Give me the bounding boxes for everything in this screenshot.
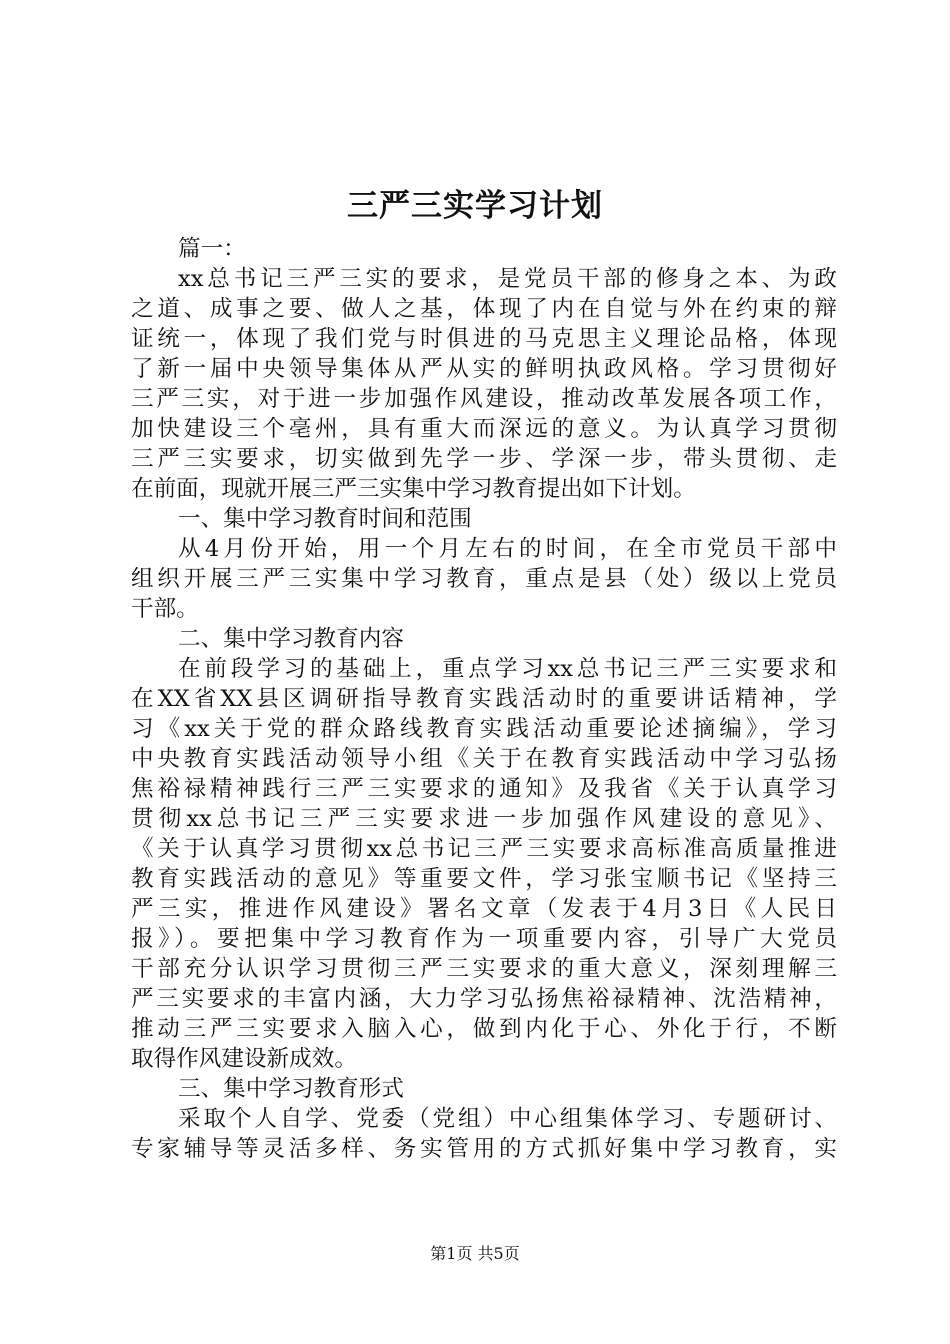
text-line: xx总书记三严三实的要求，是党员干部的修身之本、为政 — [178, 266, 837, 292]
text-line: 严三实要求的丰富内涵，大力学习弘扬焦裕禄精神、沈浩精神， — [131, 986, 837, 1012]
text-line: 习《xx关于党的群众路线教育实践活动重要论述摘编》，学习 — [131, 716, 837, 742]
text-line: 采取个人自学、党委（党组）中心组集体学习、专题研讨、 — [178, 1106, 837, 1132]
text-line: 干部充分认识学习贯彻三严三实要求的重大意义，深刻理解三 — [131, 956, 837, 982]
text-line: 专家辅导等灵活多样、务实管用的方式抓好集中学习教育，实 — [131, 1136, 837, 1162]
section-heading: 二、集中学习教育内容 — [178, 626, 404, 652]
text-line: 教育实践活动的意见》等重要文件，学习张宝顺书记《坚持三 — [131, 866, 837, 892]
text-line: 焦裕禄精神践行三严三实要求的通知》及我省《关于认真学习 — [131, 776, 837, 802]
text-line: 在前面，现就开展三严三实集中学习教育提出如下计划。 — [131, 476, 696, 502]
section-heading: 一、集中学习教育时间和范围 — [178, 506, 472, 532]
text-line: 篇一： — [178, 236, 246, 262]
text-line: 在前段学习的基础上，重点学习xx总书记三严三实要求和 — [178, 656, 837, 682]
text-line: 中央教育实践活动领导小组《关于在教育实践活动中学习弘扬 — [131, 746, 837, 772]
text-line: 三严三实要求，切实做到先学一步、学深一步，带头贯彻、走 — [131, 446, 837, 472]
text-line: 了新一届中央领导集体从严从实的鲜明执政风格。学习贯彻好 — [131, 356, 837, 382]
page-footer: 第1页 共5页 — [430, 1244, 520, 1263]
document-body — [131, 234, 837, 1164]
document-title: 三严三实学习计划 — [347, 188, 603, 224]
text-line: 加快建设三个亳州，具有重大而深远的意义。为认真学习贯彻 — [131, 416, 837, 442]
text-line: 从4月份开始，用一个月左右的时间，在全市党员干部中 — [178, 536, 837, 562]
section-heading: 三、集中学习教育形式 — [178, 1076, 404, 1102]
text-line: 干部。 — [131, 596, 199, 622]
text-line: 贯彻xx总书记三严三实要求进一步加强作风建设的意见》、 — [131, 806, 837, 832]
text-line: 三严三实，对于进一步加强作风建设，推动改革发展各项工作， — [131, 386, 837, 412]
text-line: 组织开展三严三实集中学习教育，重点是县（处）级以上党员 — [131, 566, 837, 592]
text-line: 取得作风建设新成效。 — [131, 1046, 357, 1072]
text-line: 报》）。要把集中学习教育作为一项重要内容，引导广大党员 — [131, 926, 837, 952]
text-line: 之道、成事之要、做人之基，体现了内在自觉与外在约束的辩 — [131, 296, 837, 322]
text-line: 证统一，体现了我们党与时俱进的马克思主义理论品格，体现 — [131, 326, 837, 352]
text-line: 《关于认真学习贯彻xx总书记三严三实要求高标准高质量推进 — [131, 836, 837, 862]
text-line: 在XX省XX县区调研指导教育实践活动时的重要讲话精神，学 — [131, 686, 837, 712]
text-line: 推动三严三实要求入脑入心，做到内化于心、外化于行，不断 — [131, 1016, 837, 1042]
text-line: 严三实，推进作风建设》署名文章（发表于4月3日《人民日 — [131, 896, 837, 922]
